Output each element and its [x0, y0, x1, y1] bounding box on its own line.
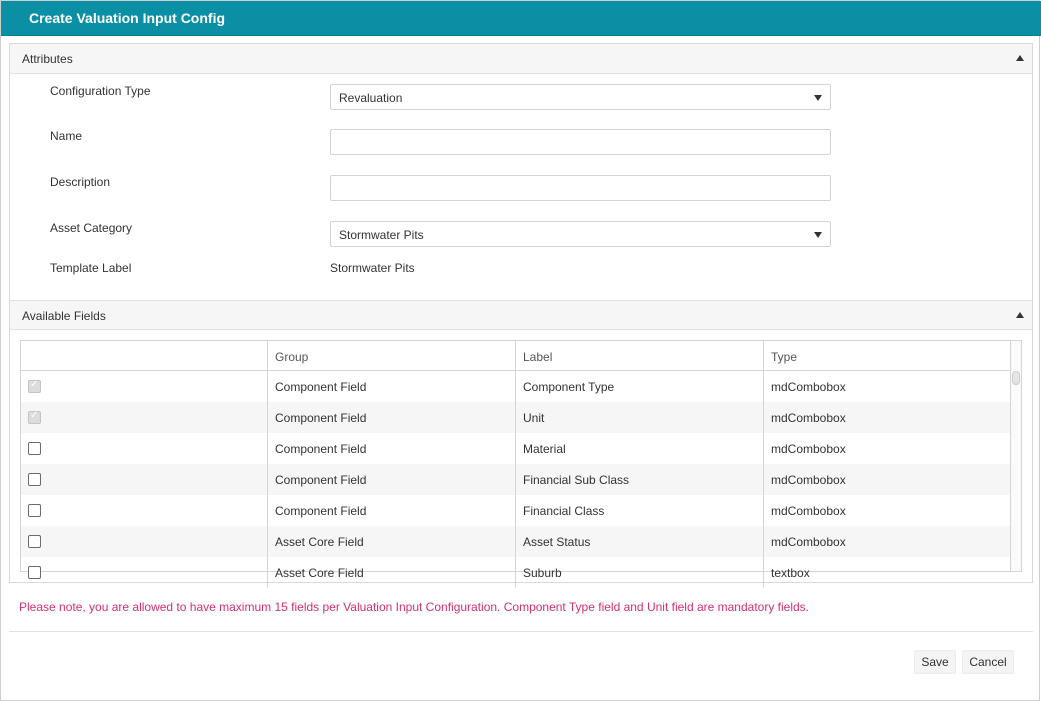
group-cell — [268, 371, 516, 402]
save-button[interactable]: Save — [914, 650, 956, 674]
label-cell — [516, 433, 764, 464]
caret-down-icon — [814, 95, 822, 101]
grid-header-group-label: Group — [275, 350, 309, 364]
attributes-title: Attributes — [22, 52, 73, 66]
group-cell — [268, 526, 516, 557]
table-row[interactable] — [21, 371, 1011, 402]
asset-category-dropdown[interactable] — [330, 221, 831, 247]
label-cell-text: Suburb — [523, 566, 562, 580]
available-fields-header[interactable] — [10, 300, 1032, 330]
label-cell-text: Material — [523, 442, 566, 456]
type-cell-text: mdCombobox — [771, 442, 846, 456]
attributes-header[interactable] — [10, 44, 1032, 74]
label-cell-text: Financial Sub Class — [523, 473, 630, 487]
attributes-collapse-icon[interactable] — [1016, 55, 1024, 61]
type-cell-text: mdCombobox — [771, 535, 846, 549]
type-cell-text: mdCombobox — [771, 504, 846, 518]
group-cell-text: Component Field — [275, 380, 367, 394]
asset-category-label: Asset Category — [50, 221, 133, 235]
row-select-checkbox[interactable] — [28, 473, 41, 486]
select-cell — [21, 371, 268, 402]
row-select-checkbox[interactable] — [28, 504, 41, 517]
row-select-checkbox — [28, 380, 41, 393]
grid-header-row — [21, 341, 1011, 371]
type-cell — [764, 433, 1011, 464]
grid-header-select — [21, 341, 268, 371]
label-cell — [516, 526, 764, 557]
type-cell-text: textbox — [771, 566, 810, 580]
grid-scrollbar[interactable] — [1010, 341, 1021, 571]
type-cell — [764, 371, 1011, 402]
type-cell-text: mdCombobox — [771, 380, 846, 394]
table-row[interactable] — [21, 433, 1011, 464]
configuration-type-value: Revaluation — [339, 91, 403, 105]
group-cell — [268, 402, 516, 433]
asset-category-value: Stormwater Pits — [339, 228, 424, 242]
caret-down-icon — [814, 232, 822, 238]
type-cell — [764, 464, 1011, 495]
grid-header-type-label: Type — [771, 350, 798, 364]
configuration-type-dropdown[interactable] — [330, 84, 831, 110]
row-select-checkbox[interactable] — [28, 442, 41, 455]
table-row[interactable] — [21, 495, 1011, 526]
group-cell-text: Component Field — [275, 442, 367, 456]
available-fields-title: Available Fields — [22, 309, 106, 323]
group-cell-text: Asset Core Field — [275, 535, 364, 549]
configuration-type-label: Configuration Type — [50, 84, 151, 98]
label-cell-text: Asset Status — [523, 535, 591, 549]
table-row[interactable] — [21, 402, 1011, 433]
table-row[interactable] — [21, 464, 1011, 495]
label-cell — [516, 557, 764, 588]
group-cell — [268, 433, 516, 464]
group-cell-text: Component Field — [275, 504, 367, 518]
field-limit-note: Please note, you are allowed to have maximum 15 fields per Valuation Input Configuration. Component Type field and Unit field are mandatory fields. — [19, 600, 810, 614]
group-cell — [268, 495, 516, 526]
footer-divider — [9, 631, 1033, 632]
row-select-checkbox[interactable] — [28, 566, 41, 579]
grid-scroll-thumb[interactable] — [1012, 371, 1020, 385]
template-label-label: Template Label — [50, 261, 132, 275]
group-cell-text: Component Field — [275, 411, 367, 425]
type-cell-text: mdCombobox — [771, 473, 846, 487]
table-row[interactable] — [21, 526, 1011, 557]
group-cell — [268, 557, 516, 588]
label-cell-text: Financial Class — [523, 504, 605, 518]
name-label: Name — [50, 129, 83, 143]
type-cell-text: mdCombobox — [771, 411, 846, 425]
available-fields-grid — [20, 340, 1022, 580]
type-cell — [764, 402, 1011, 433]
available-fields-collapse-icon[interactable] — [1016, 312, 1024, 318]
name-input[interactable] — [330, 129, 831, 155]
label-cell — [516, 495, 764, 526]
label-cell-text: Unit — [523, 411, 545, 425]
select-cell — [21, 402, 268, 433]
grid-header-type[interactable] — [764, 341, 1011, 371]
template-label-value: Stormwater Pits — [330, 261, 415, 275]
grid-header-label[interactable] — [516, 341, 764, 371]
description-label: Description — [50, 175, 111, 189]
group-cell — [268, 464, 516, 495]
table-row[interactable] — [21, 557, 1011, 588]
grid-header-group[interactable] — [268, 341, 516, 371]
cancel-button[interactable]: Cancel — [962, 650, 1014, 674]
dialog-titlebar — [1, 1, 1041, 36]
label-cell — [516, 464, 764, 495]
grid-header-label-label: Label — [523, 350, 553, 364]
description-input[interactable] — [330, 175, 831, 201]
select-cell — [21, 433, 268, 464]
group-cell-text: Asset Core Field — [275, 566, 364, 580]
type-cell — [764, 557, 1011, 588]
select-cell — [21, 557, 268, 588]
row-select-checkbox[interactable] — [28, 535, 41, 548]
select-cell — [21, 495, 268, 526]
label-cell-text: Component Type — [523, 380, 615, 394]
type-cell — [764, 526, 1011, 557]
group-cell-text: Component Field — [275, 473, 367, 487]
label-cell — [516, 371, 764, 402]
select-cell — [21, 464, 268, 495]
row-select-checkbox — [28, 411, 41, 424]
config-panel — [9, 43, 1033, 583]
select-cell — [21, 526, 268, 557]
type-cell — [764, 495, 1011, 526]
dialog-title: Create Valuation Input Config — [29, 10, 226, 26]
label-cell — [516, 402, 764, 433]
